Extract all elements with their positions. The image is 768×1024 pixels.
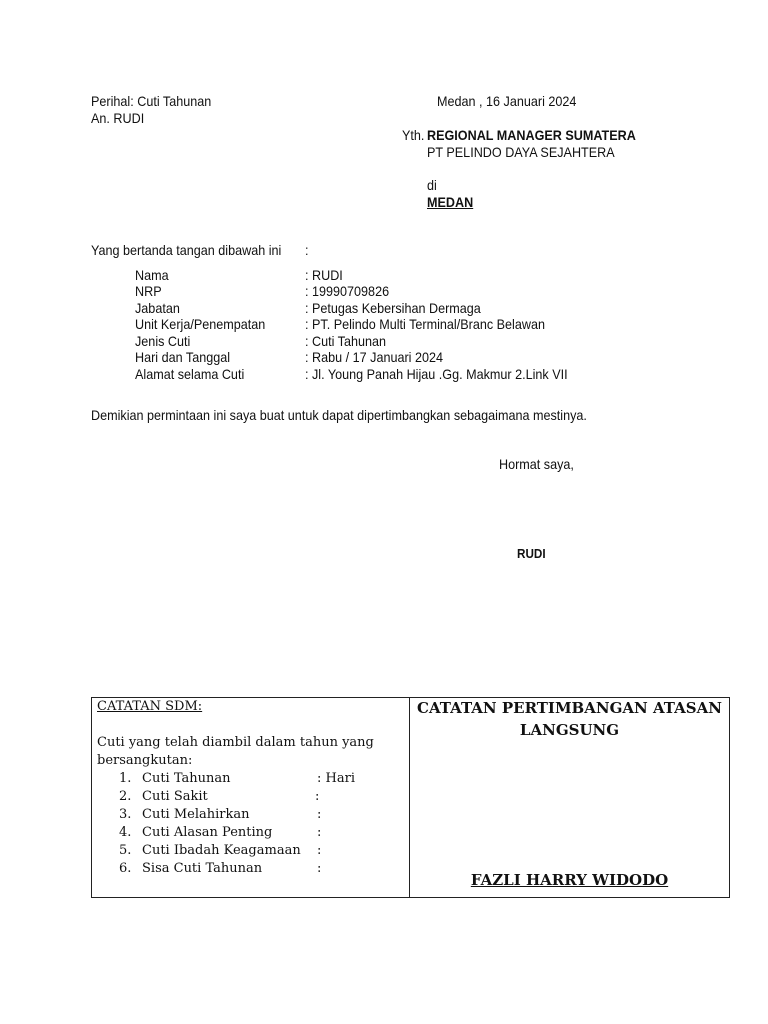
leave-item-num: 2. bbox=[119, 789, 132, 804]
closing-text: Demikian permintaan ini saya buat untuk dapat dipertimbangkan sebagaimana mestinya. bbox=[91, 407, 587, 423]
intro-text: Yang bertanda tangan dibawah ini bbox=[91, 242, 282, 258]
leave-item-label: Cuti Alasan Penting bbox=[142, 825, 273, 840]
leave-item-value: : bbox=[317, 861, 322, 876]
field-label-jenis-cuti: Jenis Cuti bbox=[135, 333, 191, 349]
field-label-unit: Unit Kerja/Penempatan bbox=[135, 316, 266, 332]
leave-item-num: 5. bbox=[119, 843, 132, 858]
supervisor-notes-header-line-2: LANGSUNG bbox=[519, 721, 620, 739]
field-value-unit: : PT. Pelindo Multi Terminal/Branc Belawan bbox=[305, 316, 545, 332]
field-label-nama: Nama bbox=[135, 267, 169, 283]
place-date: Medan , 16 Januari 2024 bbox=[437, 93, 577, 109]
leave-item-num: 6. bbox=[119, 861, 132, 876]
field-value-alamat: : Jl. Young Panah Hijau .Gg. Makmur 2.Link VII bbox=[305, 366, 568, 382]
signer-name: RUDI bbox=[517, 546, 546, 561]
leave-item-num: 4. bbox=[119, 825, 132, 840]
field-value-nama: : RUDI bbox=[305, 267, 343, 283]
yth-prefix: Yth. bbox=[402, 127, 425, 143]
leave-item-value: : bbox=[317, 807, 322, 822]
leave-item-num: 3. bbox=[119, 807, 132, 822]
field-value-hari: : Rabu / 17 Januari 2024 bbox=[305, 349, 444, 365]
supervisor-signer-name: FAZLI HARRY WIDODO bbox=[470, 871, 669, 889]
field-value-nrp: : 19990709826 bbox=[305, 283, 390, 299]
supervisor-notes-header: CATATAN PERTIMBANGAN ATASAN bbox=[417, 699, 722, 717]
field-label-hari: Hari dan Tanggal bbox=[135, 349, 231, 365]
leave-item-label: Cuti Sakit bbox=[142, 789, 208, 804]
leave-item-label: Sisa Cuti Tahunan bbox=[142, 861, 263, 876]
hr-notes-intro-line-1: Cuti yang telah diambil dalam tahun yang bbox=[97, 735, 374, 750]
leave-item-label: Cuti Tahunan bbox=[142, 771, 231, 786]
hr-notes-header: CATATAN SDM: bbox=[97, 699, 203, 714]
regards-text: Hormat saya, bbox=[499, 456, 574, 472]
leave-item-label: Cuti Ibadah Keagamaan bbox=[142, 843, 301, 858]
field-value-jenis-cuti: : Cuti Tahunan bbox=[305, 333, 387, 349]
field-label-jabatan: Jabatan bbox=[135, 300, 180, 316]
leave-item-value: : bbox=[317, 825, 322, 840]
intro-colon: : bbox=[305, 242, 309, 258]
recipient-city: MEDAN bbox=[427, 194, 474, 210]
recipient-company: PT PELINDO DAYA SEJAHTERA bbox=[427, 144, 615, 160]
subject-line: Perihal: Cuti Tahunan bbox=[91, 93, 212, 109]
leave-item-value: : bbox=[317, 843, 322, 858]
leave-item-value: : Hari bbox=[317, 771, 355, 786]
leave-item-num: 1. bbox=[119, 771, 132, 786]
recipient-title: REGIONAL MANAGER SUMATERA bbox=[427, 127, 636, 143]
leave-item-label: Cuti Melahirkan bbox=[142, 807, 250, 822]
field-label-alamat: Alamat selama Cuti bbox=[135, 366, 245, 382]
recipient-di: di bbox=[427, 177, 437, 193]
attention-line: An. RUDI bbox=[91, 110, 145, 126]
field-value-jabatan: : Petugas Kebersihan Dermaga bbox=[305, 300, 481, 316]
hr-notes-intro-line-2: bersangkutan: bbox=[97, 753, 193, 768]
leave-item-value: : bbox=[315, 789, 320, 804]
field-label-nrp: NRP bbox=[135, 283, 162, 299]
